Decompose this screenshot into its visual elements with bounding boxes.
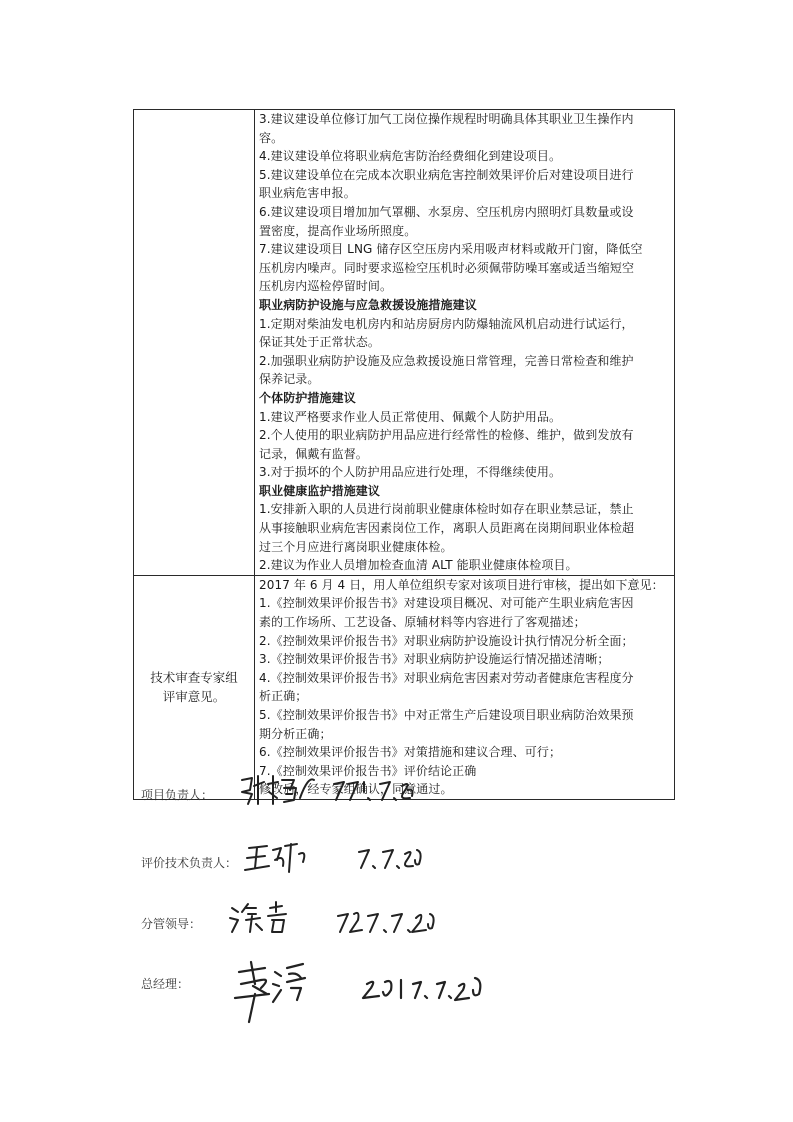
review-opinion-line: 1.《控制效果评价报告书》对建设项目概况、对可能产生职业病危害因 — [259, 596, 634, 611]
review-opinion-line: 6.《控制效果评价报告书》对策措施和建议合理、可行； — [259, 745, 562, 760]
suggestion-line: 记录，佩戴有监督。 — [259, 446, 368, 461]
review-opinion-line: 5.《控制效果评价报告书》中对正常生产后建设项目职业病防治效果预 — [259, 708, 634, 722]
handwritten-signature-general-manager — [231, 958, 501, 1028]
suggestion-heading: 职业健康监护措施建议 — [259, 483, 381, 498]
review-opinion-line: 2017 年 6 月 4 日，用人单位组织专家对该项目进行审核，提出如下意见： — [259, 577, 664, 592]
suggestion-line: 保养记录。 — [259, 372, 320, 387]
suggestions-content-cell — [255, 110, 675, 576]
review-label-line1: 技术审查专家组 — [150, 670, 238, 686]
suggestion-line: 压机房内巡检停留时间。 — [259, 279, 393, 294]
review-opinion-line: 期分析正确； — [259, 726, 332, 741]
review-row — [134, 575, 675, 799]
signature-label: 总经理： — [141, 977, 190, 991]
suggestion-line: 1.定期对柴油发电机房内和站房厨房内防爆轴流风机启动进行试运行， — [259, 316, 634, 331]
suggestion-heading: 个体防护措施建议 — [259, 390, 356, 405]
review-content-cell — [255, 575, 675, 799]
handwritten-signature-project-lead — [238, 770, 418, 810]
signature-row-general-manager — [141, 958, 501, 1028]
suggestions-list — [259, 110, 670, 575]
review-opinion-line: 4.《控制效果评价报告书》对职业病危害因素对劳动者健康危害程度分 — [259, 670, 634, 685]
suggestion-line: 1.建议严格要求作业人员正常使用、佩戴个人防护用品。 — [259, 409, 562, 424]
signature-label: 分管领导： — [141, 917, 202, 931]
suggestion-line: 1.安排新入职的人员进行岗前职业健康体检时如存在职业禁忌证，禁止 — [259, 502, 634, 517]
signature-label: 项目负责人： — [141, 788, 214, 802]
suggestion-line: 职业病危害申报。 — [259, 186, 356, 201]
suggestion-line: 保证其处于正常状态。 — [259, 335, 381, 350]
suggestion-line: 2.个人使用的职业病防护用品应进行经常性的检修、维护，做到发放有 — [259, 428, 634, 443]
review-label-cell — [134, 575, 255, 799]
suggestion-line: 5.建议建设单位在完成本次职业病危害控制效果评价后对建设项目进行 — [259, 167, 634, 182]
suggestion-line: 2.建议为作业人员增加检查血清 ALT 能职业健康体检项目。 — [259, 558, 578, 573]
suggestion-line: 过三个月应进行离岗职业健康体检。 — [259, 539, 453, 554]
suggestions-label-cell — [134, 110, 255, 576]
review-opinion-line: 素的工作场所、工艺设备、原辅材料等内容进行了客观描述； — [259, 615, 586, 630]
review-label-line2: 评审意见。 — [162, 689, 226, 705]
review-opinion-line: 析正确； — [259, 689, 308, 704]
suggestion-line: 置密度，提高作业场所照度。 — [259, 223, 417, 238]
signature-row-supervisor — [141, 898, 461, 938]
review-opinion-line: 2.《控制效果评价报告书》对职业病防护设施设计执行情况分析全面； — [259, 633, 634, 648]
suggestion-line: 3.对于损坏的个人防护用品应进行处理，不得继续使用。 — [259, 465, 562, 480]
handwritten-signature-technical-lead — [241, 836, 441, 880]
suggestion-heading: 职业病防护设施与应急救援设施措施建议 — [259, 297, 477, 312]
suggestion-line: 6.建议建设项目增加加气罩棚、水泵房、空压机房内照明灯具数量或设 — [259, 204, 634, 219]
review-opinion-line: 修改后，经专家组确认，同意通过。 — [259, 782, 453, 797]
suggestion-line: 3.建议建设单位修订加气工岗位操作规程时明确具体其职业卫生操作内 — [259, 112, 634, 126]
suggestion-line: 7.建议建设项目 LNG 储存区空压房内采用吸声材料或敞开门窗，降低空 — [259, 242, 643, 257]
suggestion-line: 压机房内噪声。同时要求巡检空压机时必须佩带防噪耳塞或适当缩短空 — [259, 260, 635, 275]
handwritten-signature-supervisor — [226, 898, 456, 942]
suggestion-line: 4.建议建设单位将职业病危害防治经费细化到建设项目。 — [259, 149, 562, 164]
review-opinion-line: 3.《控制效果评价报告书》对职业病防护设施运行情况描述清晰； — [259, 652, 610, 667]
suggestion-line: 2.加强职业病防护设施及应急救援设施日常管理，完善日常检查和维护 — [259, 353, 634, 368]
review-opinions-list — [259, 576, 670, 799]
signature-row-project-lead — [141, 770, 441, 810]
review-opinion-line: 7.《控制效果评价报告书》评价结论正确 — [259, 763, 477, 778]
suggestion-line: 从事接触职业病危害因素岗位工作，离职人员距离在岗期间职业体检超 — [259, 521, 635, 536]
suggestions-row — [134, 110, 675, 576]
suggestion-line: 容。 — [259, 130, 284, 145]
signature-row-technical-lead — [141, 836, 441, 876]
review-table — [133, 109, 675, 800]
signature-label: 评价技术负责人： — [141, 856, 238, 870]
